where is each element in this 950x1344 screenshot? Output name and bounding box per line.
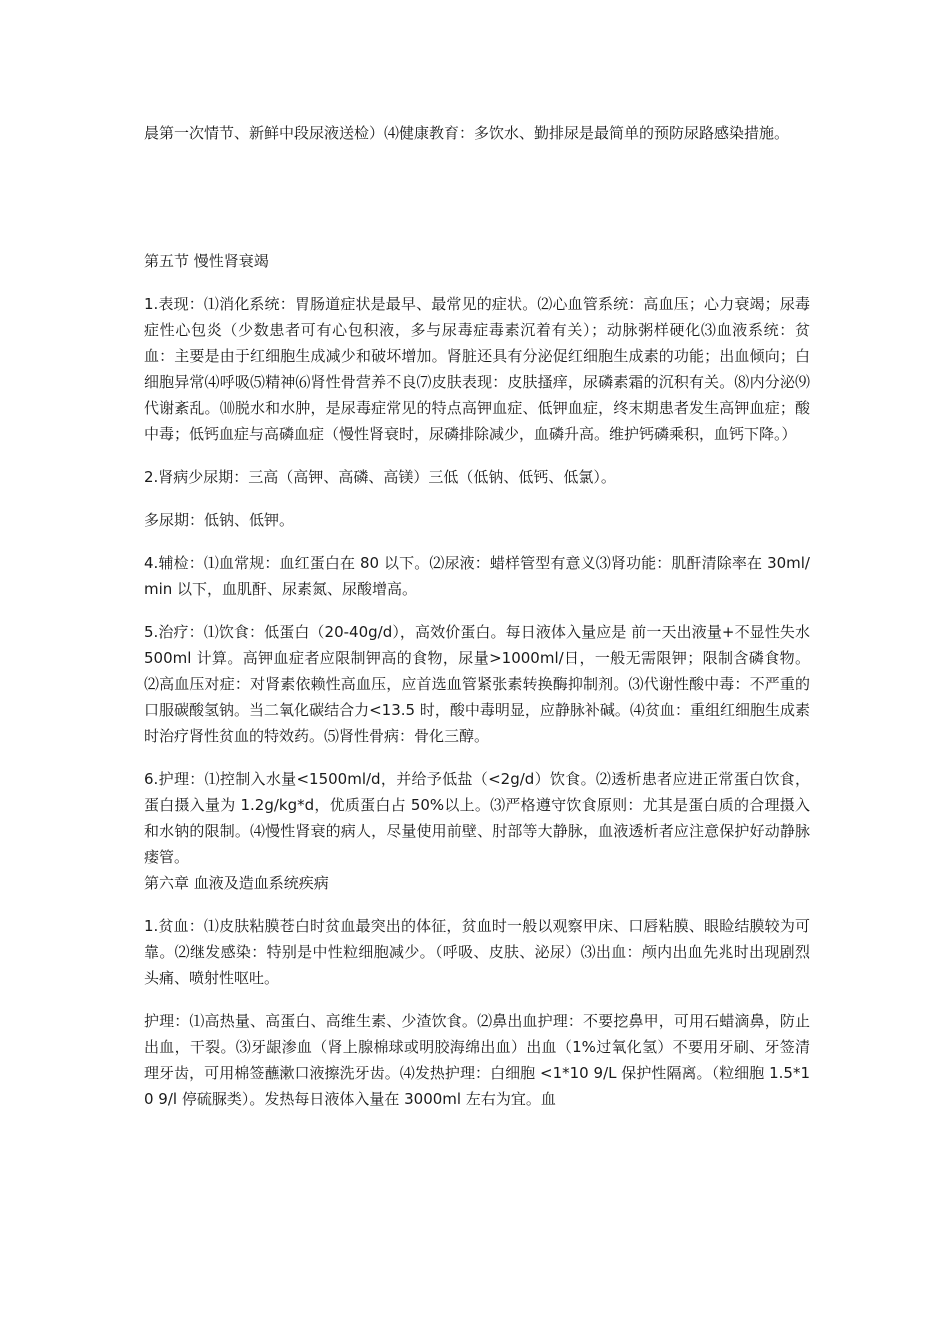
- polyuria-paragraph: 多尿期：低钠、低钾。: [144, 511, 295, 529]
- chapter-title: 第六章 血液及造血系统疾病: [144, 874, 329, 892]
- intro-paragraph: 晨第一次情节、新鲜中段尿液送检）⑷健康教育：多饮水、勤排尿是最简单的预防尿路感染措施。: [144, 124, 790, 142]
- anemia-nursing-paragraph: 护理：⑴高热量、高蛋白、高维生素、少渣饮食。⑵鼻出血护理：不要挖鼻甲，可用石蜡滴鼻，防止出血，干裂。⑶牙龈渗血（肾上腺棉球或明胶海绵出血）出血（1%过氧化氢）不要用牙刷、牙签清理牙齿，可用棉签蘸漱口液擦洗牙齿。⑷发热护理：白细胞 <1*10 9/L 保护性隔离。（粒细胞 1.5*10 9/l 停硫脲类）。发热每日液体入量在 3000ml 左右为宜。血: [144, 1012, 810, 1108]
- section-title: 第五节 慢性肾衰竭: [144, 252, 269, 270]
- auxiliary-exam-paragraph: 4.辅检：⑴血常规：血红蛋白在 80 以下。⑵尿液：蜡样管型有意义⑶肾功能：肌酐清除率在 30ml/min 以下，血肌酐、尿素氮、尿酸增高。: [144, 554, 810, 598]
- treatment-paragraph: 5.治疗：⑴饮食：低蛋白（20-40g/d），高效价蛋白。每日液体入量应是 前一天出液量+不显性失水 500ml 计算。高钾血症者应限制钾高的食物，尿量>1000ml/日，一般无需限钾；限制含磷食物。⑵高血压对症：对肾素依赖性高血压，应首选血管紧张素转换酶抑制剂。⑶代谢性酸中毒：不严重的口服碳酸氢钠。当二氧化碳结合力<13.5 时，酸中毒明显，应静脉补碱。⑷贫血：重组红细胞生成素时治疗肾性贫血的特效药。⑸肾性骨病：骨化三醇。: [144, 623, 810, 745]
- document-page: [144, 120, 810, 1112]
- nursing-paragraph: 6.护理：⑴控制入水量<1500ml/d，并给予低盐（<2g/d）饮食。⑵透析患者应进正常蛋白饮食，蛋白摄入量为 1.2g/kg*d，优质蛋白占 50%以上。⑶严格遵守饮食原则：尤其是蛋白质的合理摄入和水钠的限制。⑷慢性肾衰的病人，尽量使用前壁、肘部等大静脉，血液透析者应注意保护好动静脉瘘管。: [144, 770, 810, 866]
- anemia-paragraph: 1.贫血：⑴皮肤粘膜苍白时贫血最突出的体征，贫血时一般以观察甲床、口唇粘膜、眼睑结膜较为可靠。⑵继发感染：特别是中性粒细胞减少。（呼吸、皮肤、泌尿）⑶出血：颅内出血先兆时出现剧烈头痛、喷射性呕吐。: [144, 917, 810, 987]
- symptoms-paragraph: 1.表现：⑴消化系统：胃肠道症状是最早、最常见的症状。⑵心血管系统：高血压；心力衰竭；尿毒症性心包炎（少数患者可有心包积液，多与尿毒症毒素沉着有关）；动脉粥样硬化⑶血液系统：贫血：主要是由于红细胞生成减少和破坏增加。肾脏还具有分泌促红细胞生成素的功能；出血倾向；白细胞异常⑷呼吸⑸精神⑹肾性骨营养不良⑺皮肤表现：皮肤搔痒，尿磷素霜的沉积有关。⑻内分泌⑼代谢紊乱。⑽脱水和水肿，是尿毒症常见的特点高钾血症、低钾血症，终末期患者发生高钾血症；酸中毒；低钙血症与高磷血症（慢性肾衰时，尿磷排除减少，血磷升高。维护钙磷乘积，血钙下降。）: [144, 295, 810, 443]
- oliguria-paragraph: 2.肾病少尿期：三高（高钾、高磷、高镁）三低（低钠、低钙、低氯）。: [144, 468, 616, 486]
